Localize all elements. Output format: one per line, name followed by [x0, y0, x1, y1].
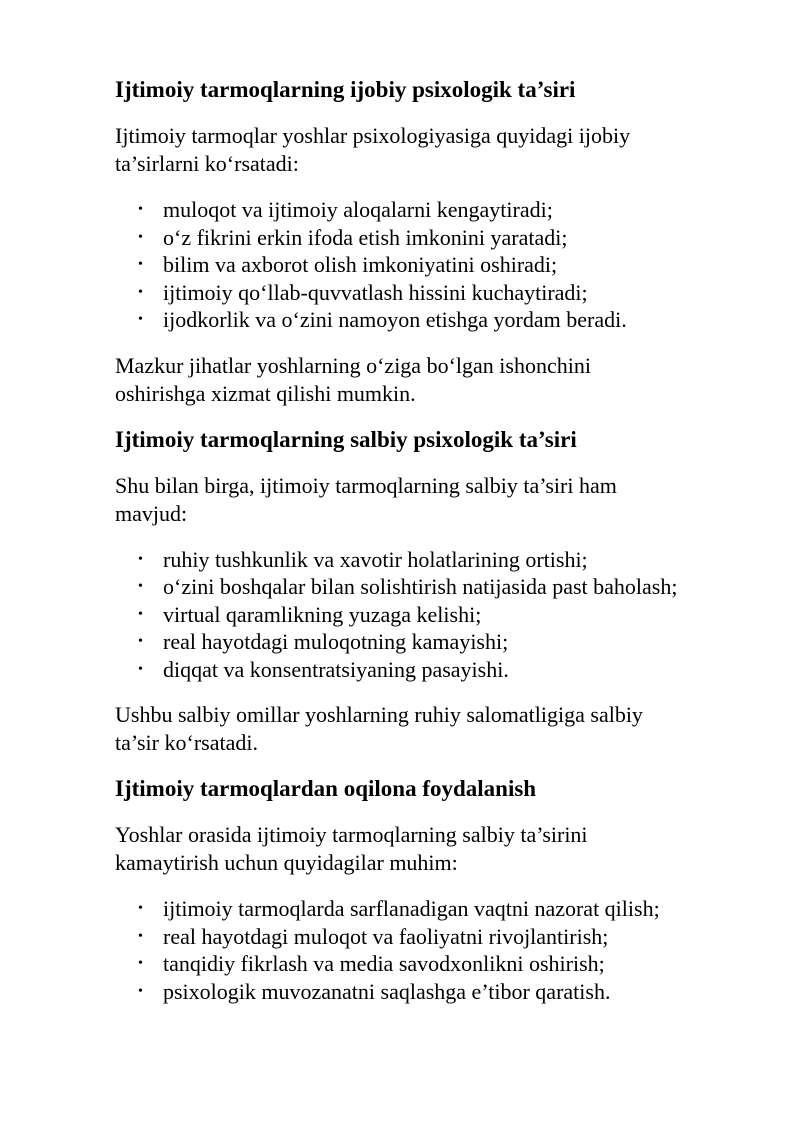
- section-heading-wise-use: Ijtimoiy tarmoqlardan oqilona foydalanish: [115, 776, 537, 801]
- outro-line: Mazkur jihatlar yoshlarning o‘ziga bo‘lgan ishonchini: [115, 352, 591, 378]
- section-intro-wise-use: [115, 821, 755, 877]
- list-item: • ijtimoiy tarmoqlarda sarflanadigan vaqtni nazorat qilish;: [115, 895, 755, 923]
- outro-line: ta’sir ko‘rsatadi.: [115, 730, 258, 755]
- positive-effects-list: [115, 196, 755, 334]
- list-item: • bilim va axborot olish imkoniyatini oshiradi;: [115, 251, 755, 279]
- list-item: • o‘z fikrini erkin ifoda etish imkonini yaratadi;: [115, 224, 755, 252]
- outro-line: Ushbu salbiy omillar yoshlarning ruhiy salomatligiga salbiy: [115, 702, 643, 727]
- section-outro-negative: [115, 701, 755, 757]
- intro-line: Ijtimoiy tarmoqlar yoshlar psixologiyasiga quyidagi ijobiy: [115, 123, 631, 148]
- section-outro-positive: [115, 352, 755, 408]
- list-item: • diqqat va konsentratsiyaning pasayishi.: [115, 656, 755, 684]
- section-heading-positive: Ijtimoiy tarmoqlarning ijobiy psixologik ta’siri: [115, 77, 576, 102]
- intro-line: kamaytirish uchun quyidagilar muhim:: [115, 850, 458, 875]
- intro-line: mavjud:: [115, 500, 188, 526]
- list-item: • ijtimoiy qo‘llab-quvvatlash hissini kuchaytiradi;: [115, 279, 755, 307]
- list-item: • ruhiy tushkunlik va xavotir holatlarining ortishi;: [115, 546, 755, 574]
- list-item: • ijodkorlik va o‘zini namoyon etishga yordam beradi.: [115, 306, 755, 334]
- section-heading-negative: Ijtimoiy tarmoqlarning salbiy psixologik ta’siri: [115, 426, 577, 452]
- list-item: • o‘zini boshqalar bilan solishtirish natijasida past baholash;: [115, 573, 755, 601]
- intro-line: Shu bilan birga, ijtimoiy tarmoqlarning salbiy ta’siri ham: [115, 472, 617, 498]
- section-intro-positive: [115, 122, 755, 178]
- section-intro-negative: [115, 472, 755, 528]
- list-item: • tanqidiy fikrlash va media savodxonlikni oshirish;: [115, 950, 755, 978]
- list-item: • muloqot va ijtimoiy aloqalarni kengaytiradi;: [115, 196, 755, 224]
- list-item: • real hayotdagi muloqotning kamayishi;: [115, 628, 755, 656]
- outro-line: oshirishga xizmat qilishi mumkin.: [115, 380, 416, 406]
- document-page: [115, 76, 755, 1005]
- negative-effects-list: [115, 546, 755, 684]
- list-item: • real hayotdagi muloqot va faoliyatni rivojlantirish;: [115, 923, 755, 951]
- list-item: • psixologik muvozanatni saqlashga e’tibor qaratish.: [115, 978, 755, 1006]
- recommendations-list: [115, 895, 755, 1005]
- intro-line: ta’sirlarni ko‘rsatadi:: [115, 151, 299, 176]
- list-item: • virtual qaramlikning yuzaga kelishi;: [115, 601, 755, 629]
- intro-line: Yoshlar orasida ijtimoiy tarmoqlarning salbiy ta’sirini: [115, 822, 588, 847]
